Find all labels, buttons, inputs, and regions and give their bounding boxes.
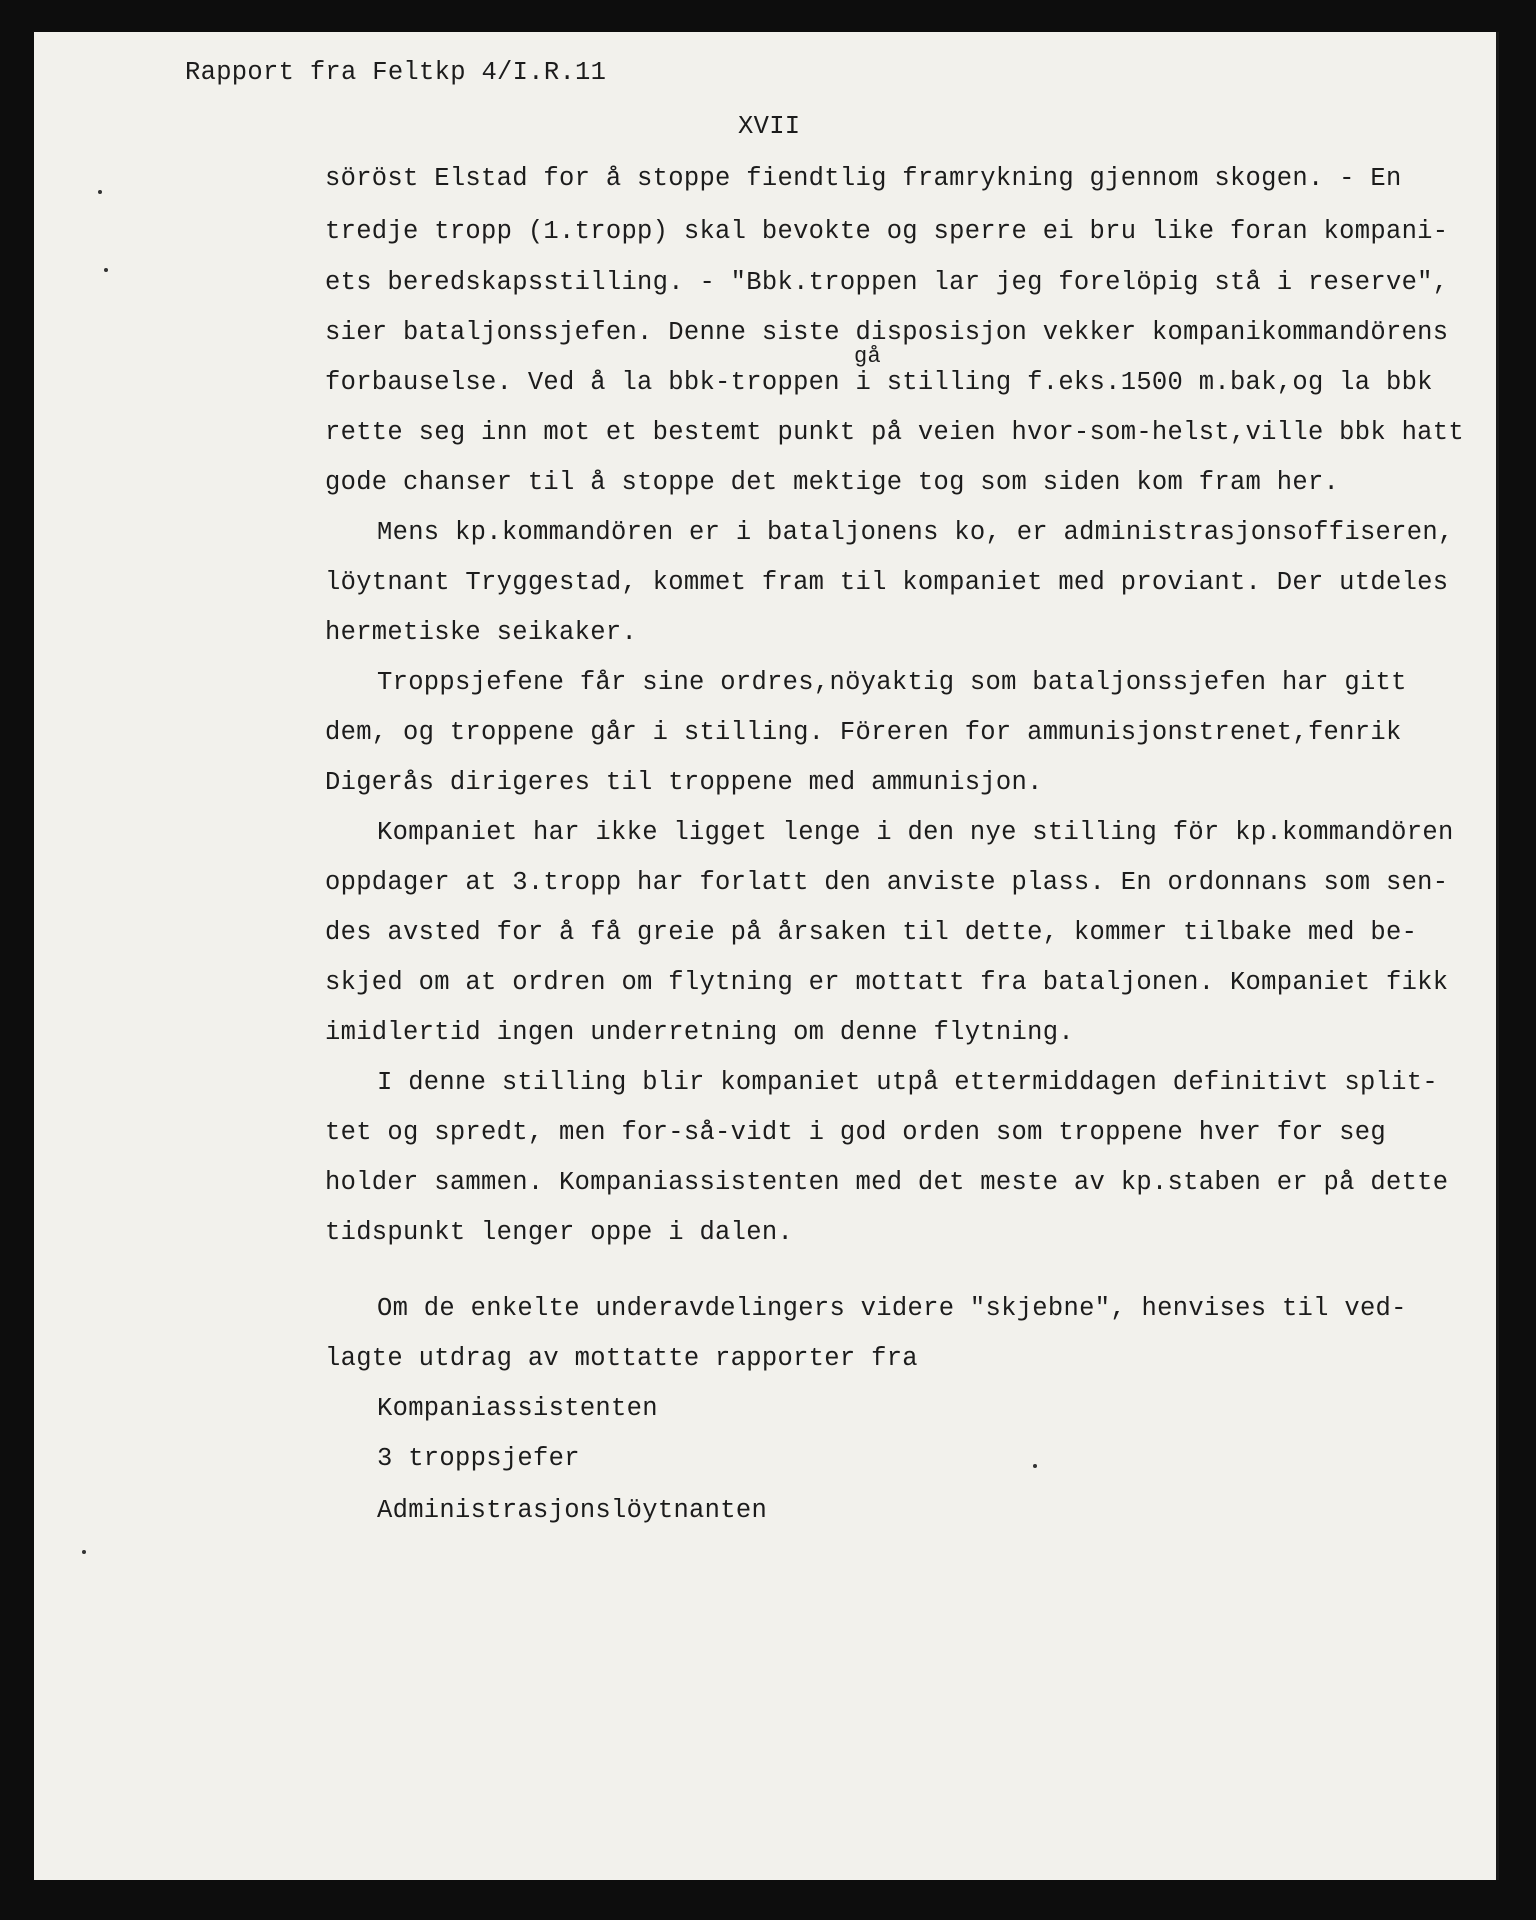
- margin-mark: [82, 1550, 86, 1554]
- text-line: Mens kp.kommandören er i bataljonens ko, er administrasjonsoffiseren,: [377, 518, 1454, 547]
- text-line: löytnant Tryggestad, kommet fram til kompaniet med proviant. Der utdeles: [325, 568, 1449, 597]
- list-item: 3 troppsjefer: [377, 1444, 580, 1473]
- text-line: oppdager at 3.tropp har forlatt den anviste plass. En ordonnans som sen-: [325, 868, 1449, 897]
- report-header: Rapport fra Feltkp 4/I.R.11: [185, 58, 607, 87]
- page-number: XVII: [738, 112, 801, 141]
- text-line: imidlertid ingen underretning om denne flytning.: [325, 1018, 1074, 1047]
- text-line: forbauselse. Ved å la bbk-troppen i stilling f.eks.1500 m.bak,og la bbk: [325, 368, 1433, 397]
- text-line: Om de enkelte underavdelingers videre "skjebne", henvises til ved-: [377, 1294, 1407, 1323]
- text-line: holder sammen. Kompaniassistenten med det meste av kp.staben er på dette: [325, 1168, 1449, 1197]
- text-line: gode chanser til å stoppe det mektige tog som siden kom fram her.: [325, 468, 1340, 497]
- text-line: tet og spredt, men for-så-vidt i god orden som troppene hver for seg: [325, 1118, 1386, 1147]
- interlinear-insert: gå: [854, 344, 882, 369]
- margin-mark: [1033, 1464, 1037, 1468]
- text-line: Digerås dirigeres til troppene med ammunisjon.: [325, 768, 1043, 797]
- document-page: [34, 32, 1499, 1880]
- list-item: Kompaniassistenten: [377, 1394, 658, 1423]
- text-line: des avsted for å få greie på årsaken til dette, kommer tilbake med be-: [325, 918, 1418, 947]
- text-line: lagte utdrag av mottatte rapporter fra: [325, 1344, 918, 1373]
- text-line: söröst Elstad for å stoppe fiendtlig framrykning gjennom skogen. - En: [325, 164, 1402, 193]
- margin-mark: [98, 190, 102, 194]
- text-line: rette seg inn mot et bestemt punkt på veien hvor-som-helst,ville bbk hatt: [325, 418, 1464, 447]
- text-line: Troppsjefene får sine ordres,nöyaktig som bataljonssjefen har gitt: [377, 668, 1407, 697]
- text-line: sier bataljonssjefen. Denne siste disposisjon vekker kompanikommandörens: [325, 318, 1449, 347]
- text-line: ets beredskapsstilling. - "Bbk.troppen lar jeg forelöpig stå i reserve",: [325, 268, 1449, 297]
- text-line: tidspunkt lenger oppe i dalen.: [325, 1218, 794, 1247]
- text-line: Kompaniet har ikke ligget lenge i den nye stilling för kp.kommandören: [377, 818, 1454, 847]
- list-item: Administrasjonslöytnanten: [377, 1496, 768, 1525]
- text-line: dem, og troppene går i stilling. Föreren for ammunisjonstrenet,fenrik: [325, 718, 1402, 747]
- text-line: I denne stilling blir kompaniet utpå ettermiddagen definitivt split-: [377, 1068, 1438, 1097]
- margin-mark: [104, 268, 108, 272]
- text-line: tredje tropp (1.tropp) skal bevokte og sperre ei bru like foran kompani-: [325, 217, 1449, 246]
- text-line: hermetiske seikaker.: [325, 618, 638, 647]
- text-line: skjed om at ordren om flytning er mottatt fra bataljonen. Kompaniet fikk: [325, 968, 1449, 997]
